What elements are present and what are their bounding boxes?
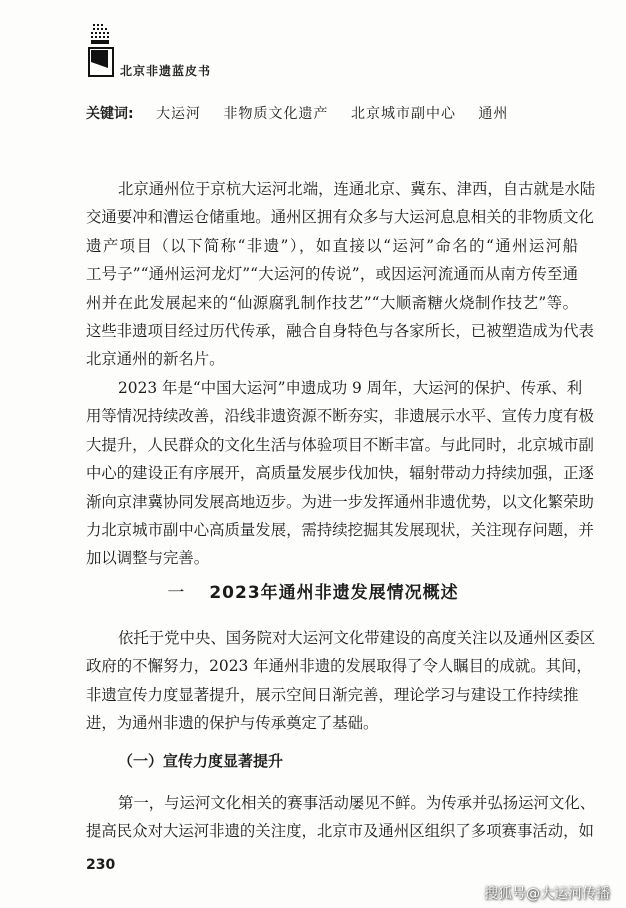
text-line: 交通要冲和漕运仓储重地。通州区拥有众多与大运河息息相关的非物质文化 (86, 208, 594, 227)
text-line: 渐向京津冀协同发展高地迈步。为进一步发挥通州非遗优势，以文化繁荣助 (86, 492, 594, 511)
intro-paragraph-2 (86, 374, 594, 573)
text-line: 提高民众对大运河非遗的关注度，北京市及通州区组织了多项赛事活动，如 (86, 822, 594, 841)
text-line: 北京通州位于京杭大运河北端，连通北京、冀东、津西，自古就是水陆 (118, 180, 596, 198)
subsection-heading: （一）宣传力度显著提升 (118, 752, 284, 770)
section-title: 2023年通州非遗发展情况概述 (209, 583, 459, 603)
text-line: 州并在此发展起来的“仙源腐乳制作技艺”“大顺斋糖火烧制作技艺”等。 (86, 293, 578, 312)
series-title: 北京非遗蓝皮书 (120, 64, 212, 78)
text-line: 进，为通州非遗的保护与传承奠定了基础。 (86, 714, 379, 733)
section-paragraph (86, 624, 596, 738)
section-heading (0, 578, 626, 603)
keyword-item: 通州 (478, 106, 509, 122)
page-number: 230 (86, 857, 116, 873)
text-line: 遗产项目（以下简称“非遗”），如直接以“运河”命名的“通州运河船 (86, 236, 578, 255)
watermark: 搜狐号@大运河传播 (484, 886, 610, 902)
section-number: 一 (167, 583, 186, 603)
text-line: 加以调整与完善。 (86, 549, 210, 568)
text-line: 第一，与运河文化相关的赛事活动屡见不鲜。为传承并弘扬运河文化、 (118, 794, 596, 812)
text-line: 力北京城市副中心高质量发展，需持续挖掘其发展现状，关注现存问题，并 (86, 521, 594, 540)
book-series-logo-icon (86, 22, 116, 82)
text-line: 用等情况持续改善，沿线非遗资源不断夯实，非遗展示水平、宣传力度有极 (86, 407, 594, 426)
keywords-label: 关键词: (86, 106, 134, 122)
keywords-line (86, 103, 526, 123)
text-line: 工号子”“通州运河龙灯”“大运河的传说”，或因运河流通而从南方传至通 (86, 265, 578, 284)
text-line: 政府的不懈努力，2023 年通州非遗的发展取得了令人瞩目的成就。其间， (86, 657, 592, 676)
subsection-paragraph (86, 789, 596, 846)
keyword-item: 北京城市副中心 (350, 106, 456, 122)
intro-paragraph-1 (86, 175, 596, 374)
text-line: 非遗宣传力度显著提升，展示空间日渐完善，理论学习与建设工作持续推 (86, 685, 579, 704)
keyword-item: 非物质文化遗产 (223, 106, 329, 122)
text-line: 北京通州的新名片。 (86, 350, 225, 369)
text-line: 这些非遗项目经过历代传承，融合自身特色与各家所长，已被塑造成为代表 (86, 322, 594, 341)
text-line: 大提升，人民群众的文化生活与体验项目不断丰富。与此同时，北京城市副 (86, 435, 594, 454)
text-line: 中心的建设正有序展开，高质量发展步伐加快，辐射带动力持续加强，正逐 (86, 464, 594, 483)
keyword-item: 大运河 (156, 106, 202, 122)
text-line: 2023 年是“中国大运河”申遗成功 9 周年，大运河的保护、传承、利 (118, 379, 583, 397)
text-line: 依托于党中央、国务院对大运河文化带建设的高度关注以及通州区委区 (118, 629, 596, 647)
